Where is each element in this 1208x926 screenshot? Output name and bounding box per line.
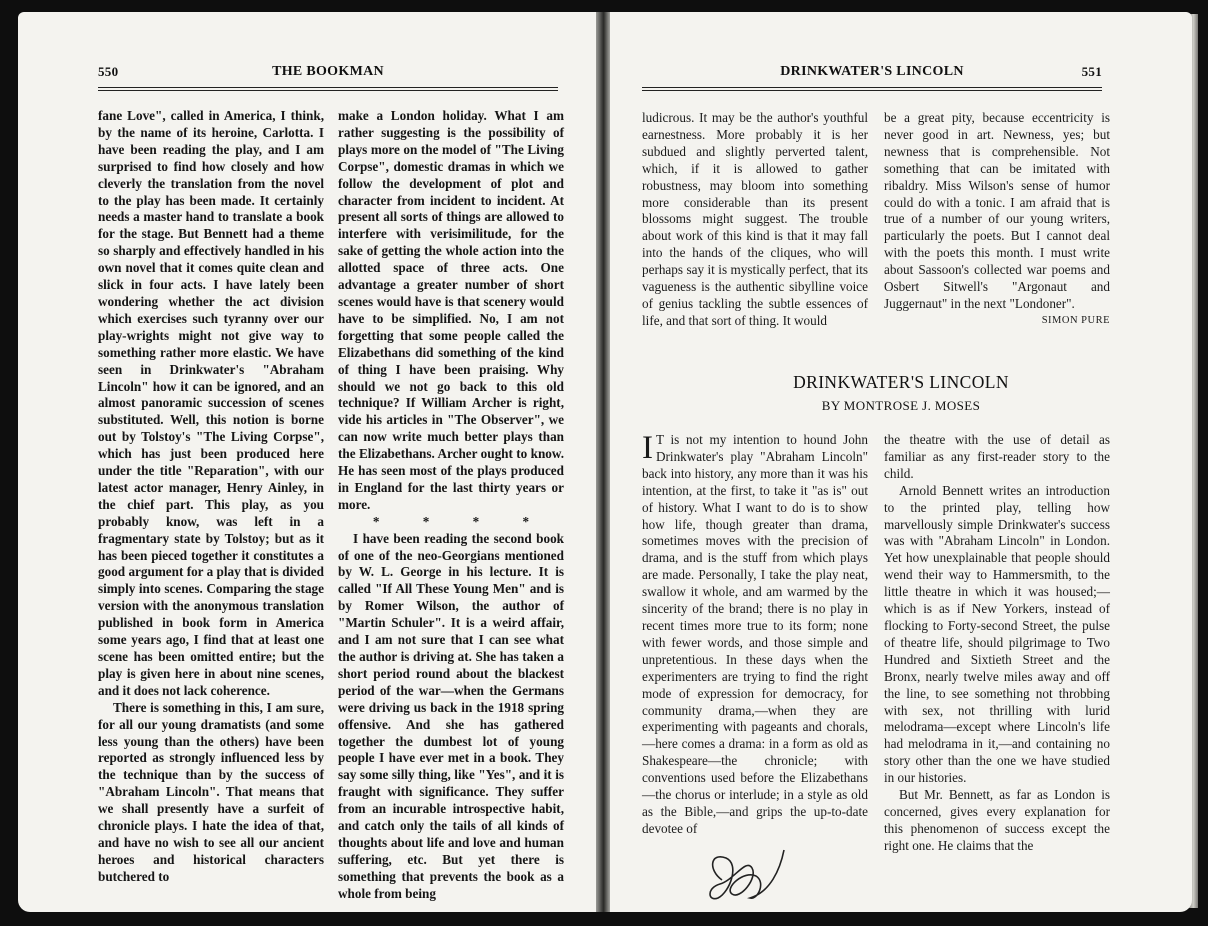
right-running-head — [642, 64, 1102, 84]
section-break: * * * * — [372, 513, 530, 529]
header-rule — [642, 90, 1102, 91]
paragraph: Arnold Bennett writes an introduction to the printed play, telling how marvellously simple Drinkwater's success was with "Abraham Lincoln" in London. Yet how unexplainable that people should wend their way to Hammersmith, to the little theatre in which it was housed;—which is as if New Yorkers, instead of flocking to Forty-second Street, the pulse of theatre life, should pilgrimage to Two Hundred and Sixtieth Street and the Bronx, nearly twelve miles away and off the line, to see something not throbbing with sex, not thrilling with lurid melodrama—except where Lincoln's life had melodrama in it,—and containing no story other than the one we have studied in our histories. — [884, 482, 1110, 786]
paragraph: I have been reading the second book of one of the neo-Georgians mentioned by W. L. George in his lecture. It is called "If All These Young Men" and is by Romer Wilson, the author of "Martin Schuler". It is a weird affair, and I am not sure that I can see what the author is driving at. She has taken a short period round about the blackest period of the war—when the Germans were driving us back in the 1918 spring offensive. And she has gathered together the dumbest lot of young people I have ever met in a book. They say some silly thing, like "Yes", and it is fraught with significance. They suffer from an incurable introspective habit, and catch only the tails of all kinds of thoughts about life and love and human suffering, etc. But yet there is something that prevents the book as a whole from being — [338, 530, 564, 901]
paragraph: But Mr. Bennett, as far as London is concerned, gives every explanation for this phenomenon of success except the right one. He claims that the — [884, 787, 1110, 853]
left-running-head — [98, 64, 558, 84]
paragraph: the theatre with the use of detail as familiar as any first-reader story to the child. — [884, 432, 1110, 481]
article-column-1 — [642, 432, 868, 838]
author-signature: SIMON PURE — [1041, 314, 1110, 326]
page-number: 551 — [1081, 64, 1102, 79]
paragraph-text: T is not my intention to hound John Drinkwater's play "Abraham Lincoln" back into history, any more than it was his intention, at the first, to take it "as is" out of history. What I want to do is to show how life, though greater than drama, sometimes moves with the precision of drama, and is the stuff from which plays are made. Personally, I take the play neat, swallow it whole, and am warmed by the sincerity of the brand; there is no play in recent times more true to its form; none with fewer words, and those simple and unpretentious. In these days when the experimenters are trying to find the right mode of expression for democracy, for community drama,—when they are experimenting with pageants and chorals,—here comes a drama: in a form as old as Shakespeare—the chronicle; with conventions used before the Elizabethans—the chorus or interlude; in a style as old as the Bible,—and grips the up-to-date devotee of — [642, 432, 868, 836]
left-column-1 — [98, 108, 324, 886]
paragraph — [642, 432, 868, 838]
article-title: DRINKWATER'S LINCOLN — [793, 372, 1009, 392]
header-rule — [98, 87, 558, 88]
header-rule — [642, 87, 1102, 88]
article-byline: BY MONTROSE J. MOSES — [821, 398, 981, 413]
book-gutter — [596, 12, 610, 912]
paragraph: be a great pity, because eccentricity is never good in art. Newness, yes; but newness that is comprehensible. Not something that can be imitated with ribaldry. Miss Wilson's sense of humor could do with a tonic. I am afraid that is true of a number of our young writers, particularly the poets. But I cannot deal with the poets this month. I must write about Sassoon's collected war poems and Osbert Sitwell's "Argonaut and Juggernaut" in the next "Londoner". — [884, 110, 1110, 311]
left-column-2 — [338, 108, 564, 903]
right-top-column-1 — [642, 110, 868, 330]
paragraph: There is something in this, I am sure, for all our young dramatists (and some less young than the others) have been reported as strongly influenced less by the technique than by the success of "Abraham Lincoln". That means that we shall presently have a surfeit of chronicle plays. I hate the idea of that, and have no wish to see all our ancient heroes and historical characters butchered to — [98, 699, 324, 884]
article-column-2 — [884, 432, 1110, 855]
paragraph: make a London holiday. What I am rather suggesting is the possibility of plays more on the model of "The Living Corpse", domestic dramas in which we follow the development of plot and character from incident to incident. At present all sorts of things are allowed to interfere with verisimilitude, for the sake of getting the whole action into the allotted space of three acts. One advantage a greater number of short scenes would have is that scenery would have to be simplified. No, I am not forgetting that some people called the Elizabethans did something of the kind of thing I have been praising. Why should we not go back to this old technique? If William Archer is right, vide his articles in "The Observer", we can now write much better plays than the Elizabethans. Archer ought to know. He has seen most of the plays produced in England for the last thirty years or more. — [338, 108, 564, 512]
paragraph: fane Love", called in America, I think, by the name of its heroine, Carlotta. I have been reading the play, and I am surprised to find how closely and how cleverly the translation from the novel to the play has been made. It certainly needs a master hand to translate a book for the stage. But Bennett had a theme so sharply and effectively handled in his own novel that it comes quite clean and slick in four acts. I have lately been wondering whether the act division which exercises such tyranny over our play-wrights might not give way to something rather more elastic. We have seen in Drinkwater's "Abraham Lincoln" how it can be ignored, and an almost panoramic succession of scenes substituted. Well, this notion is borne out by Tolstoy's "The Living Corpse", which has just been produced here under the title "Reparation", with our latest actor manager, Henry Ainley, in the chief part. This play, as you probably know, was left in a fragmentary state by Tolstoy; but as it has been pieced together it constitutes a good argument for a play that is divided simply into scenes. Comparing the stage version with the anonymous translation published in book form in America some years ago, I find that at least one scene has been omitted entire; but the play is given here in about nine scenes, and it does not lack coherence. — [98, 108, 324, 698]
page-number: 550 — [98, 64, 119, 79]
running-head-title: DRINKWATER'S LINCOLN — [780, 64, 964, 79]
paragraph: ludicrous. It may be the author's youthful earnestness. More probably it is her subdued and slightly perverted talent, which, if it is allowed to gather robustness, may bloom into something more considerable than its present blossoms might suggest. The trouble about work of this kind is that it may fall into the hands of the cliques, who will perhaps say it is mystically perfect, that its vagueness is the authentic sibylline voice of genius tackling the subtle essences of life, and that sort of thing. It would — [642, 110, 868, 328]
left-page — [18, 12, 596, 912]
header-rule — [98, 90, 558, 91]
running-head-title: THE BOOKMAN — [272, 64, 384, 79]
handwritten-scribble — [700, 840, 800, 910]
right-page — [610, 12, 1192, 912]
right-top-column-2 — [884, 110, 1110, 330]
drop-cap: I — [642, 430, 653, 466]
